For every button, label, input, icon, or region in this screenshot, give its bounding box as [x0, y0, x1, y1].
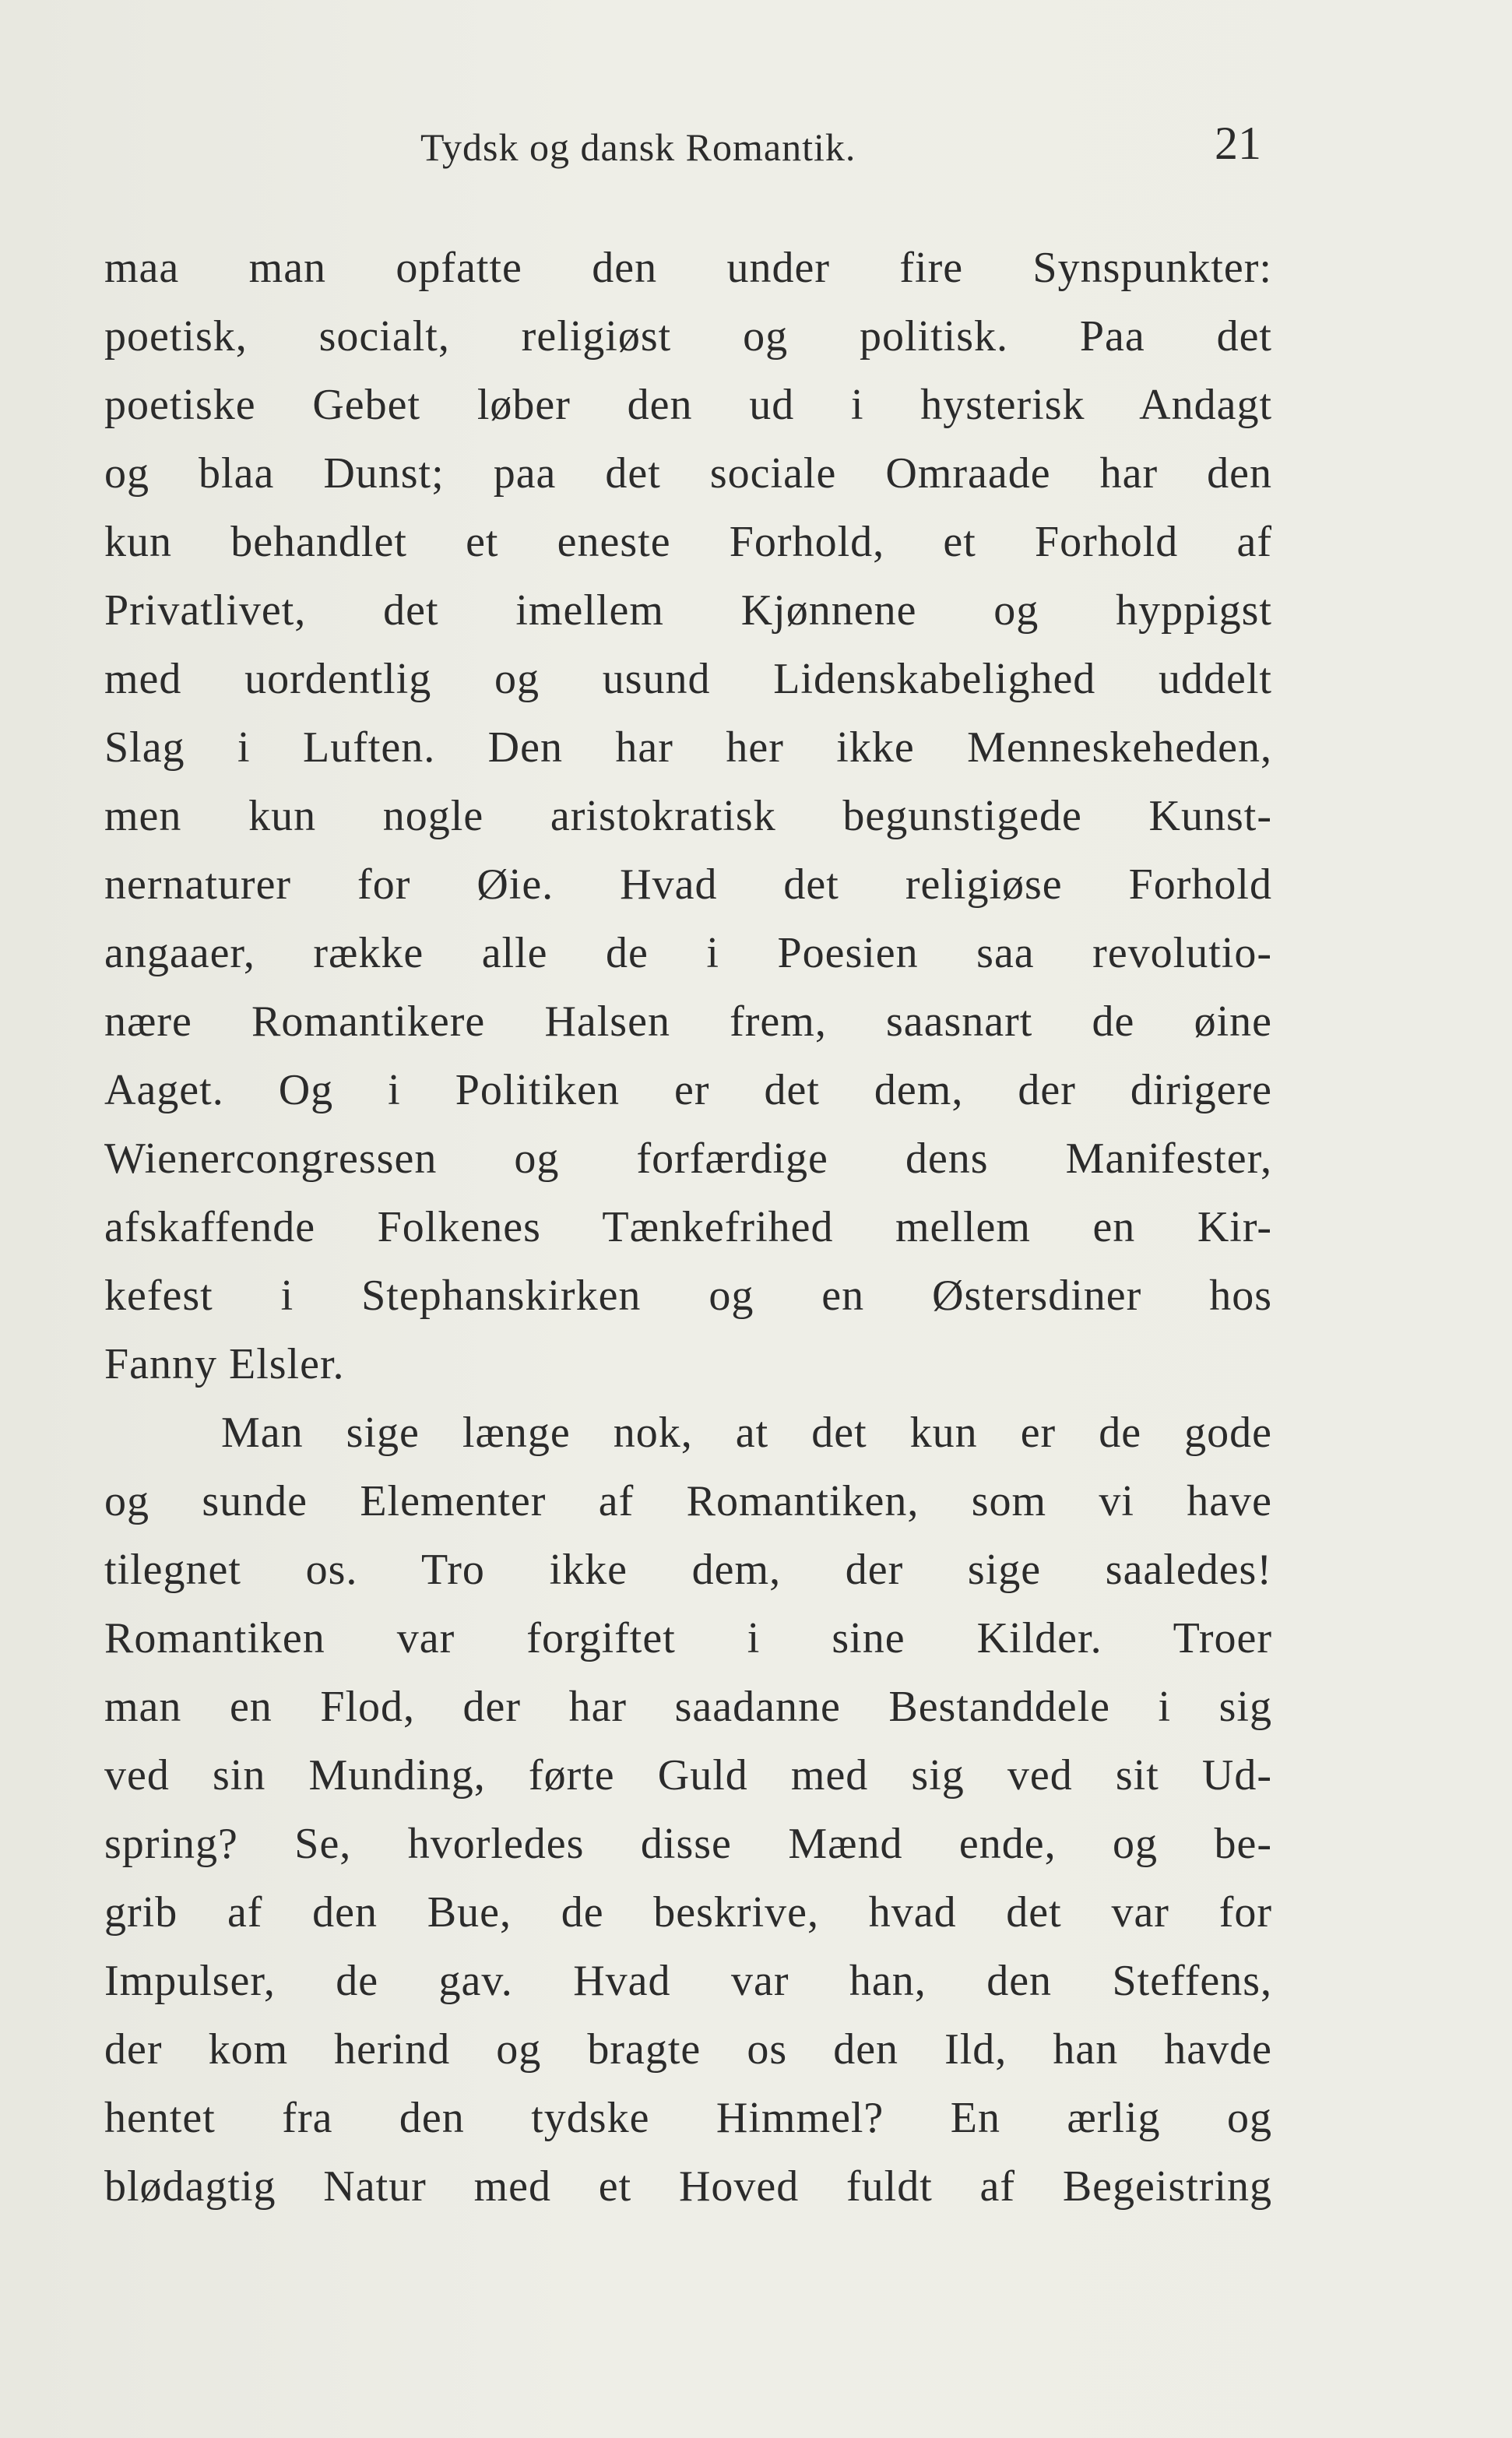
- text-line: grib af den Bue, de beskrive, hvad det var for: [104, 1888, 1272, 1937]
- text-line: ved sin Munding, førte Guld med sig ved sit Ud-: [104, 1751, 1272, 1799]
- text-line: og sunde Elementer af Romantiken, som vi have: [104, 1477, 1272, 1525]
- text-line: med uordentlig og usund Lidenskabelighed uddelt: [104, 655, 1272, 703]
- text-line: maa man opfatte den under fire Synspunkter:: [104, 244, 1272, 292]
- text-line: blødagtig Natur med et Hoved fuldt af Begeistring: [104, 2162, 1272, 2211]
- paragraph: [104, 234, 1272, 1398]
- page-number: 21: [1215, 118, 1261, 169]
- text-line: men kun nogle aristokratisk begunstigede Kunst-: [104, 792, 1272, 840]
- running-title: Tydsk og dansk Romantik.: [420, 125, 856, 169]
- paragraph: [104, 1398, 1272, 2221]
- text-line: angaaer, række alle de i Poesien saa revolutio-: [104, 929, 1272, 977]
- text-line: hentet fra den tydske Himmel? En ærlig og: [104, 2094, 1272, 2142]
- text-line: man en Flod, der har saadanne Bestanddele i sig: [104, 1683, 1272, 1731]
- text-line: poetisk, socialt, religiøst og politisk. Paa det: [104, 312, 1272, 361]
- text-line: tilegnet os. Tro ikke dem, der sige saaledes!: [104, 1546, 1272, 1594]
- text-line: Romantiken var forgiftet i sine Kilder. Troer: [104, 1614, 1272, 1662]
- text-line: og blaa Dunst; paa det sociale Omraade har den: [104, 449, 1272, 498]
- text-line: Wienercongressen og forfærdige dens Manifester,: [104, 1135, 1272, 1183]
- text-line: Aaget. Og i Politiken er det dem, der dirigere: [104, 1066, 1272, 1114]
- text-line: spring? Se, hvorledes disse Mænd ende, og be-: [104, 1820, 1272, 1868]
- text-line: Fanny Elsler.: [104, 1340, 345, 1388]
- text-line: Man sige længe nok, at det kun er de gode: [221, 1409, 1272, 1457]
- text-line: Slag i Luften. Den har her ikke Menneskeheden,: [104, 723, 1272, 772]
- text-line: nernaturer for Øie. Hvad det religiøse Forhold: [104, 860, 1272, 909]
- text-line: Privatlivet, det imellem Kjønnene og hyppigst: [104, 586, 1272, 635]
- text-line: afskaffende Folkenes Tænkefrihed mellem en Kir-: [104, 1203, 1272, 1251]
- body-text: [104, 234, 1272, 2221]
- text-line: kun behandlet et eneste Forhold, et Forhold af: [104, 518, 1272, 566]
- text-line: nære Romantikere Halsen frem, saasnart de øine: [104, 997, 1272, 1046]
- text-line: der kom herind og bragte os den Ild, han havde: [104, 2025, 1272, 2074]
- page-header: [0, 117, 1512, 179]
- text-line: Impulser, de gav. Hvad var han, den Steffens,: [104, 1957, 1272, 2005]
- text-line: kefest i Stephanskirken og en Østersdiner hos: [104, 1272, 1272, 1320]
- text-line: poetiske Gebet løber den ud i hysterisk Andagt: [104, 381, 1272, 429]
